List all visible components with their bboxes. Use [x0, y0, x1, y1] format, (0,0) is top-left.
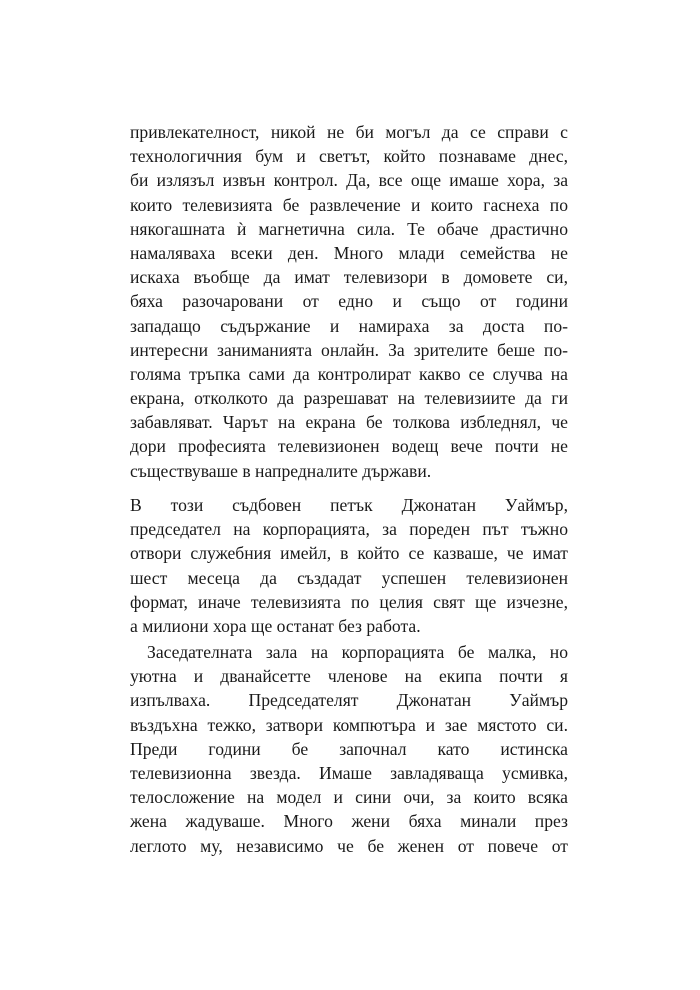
- text-line: Преди години бе започнал като истинска: [130, 738, 568, 759]
- text-line: съществуваше в напредналите държави.: [130, 460, 432, 481]
- paragraph-2: [130, 493, 568, 638]
- text-line: бяха разочаровани от едно и също от години: [130, 291, 568, 312]
- text-line: уютна и дванайсетте членове на екипа почти я: [130, 666, 568, 687]
- text-line: някогашната ѝ магнетична сила. Те обаче драстично: [130, 218, 568, 239]
- text-line: искаха въобще да имат телевизори в домовете си,: [130, 267, 568, 288]
- text-line: голяма тръпка сами да контролират какво се случва на: [130, 363, 568, 384]
- text-line: екрана, отколкото да разрешават на телевизиите да ги: [130, 388, 568, 409]
- text-line: председател на корпорацията, за пореден път тъжно: [130, 519, 568, 540]
- text-line: дори професията телевизионен водещ вече почти не: [130, 436, 568, 457]
- text-line: интересни заниманията онлайн. За зрителите беше по-: [130, 339, 568, 360]
- paragraph-1: [130, 120, 568, 483]
- text-line: шест месеца да създадат успешен телевизионен: [130, 567, 568, 588]
- text-line: привлекателност, никой не би могъл да се справи с: [130, 122, 568, 142]
- text-line: забавляват. Чарът на екрана бе толкова избледнял, че: [130, 412, 568, 433]
- text-line: намаляваха всеки ден. Много млади семейства не: [130, 242, 568, 263]
- text-line: би излязъл извън контрол. Да, все още имаше хора, за: [130, 170, 568, 191]
- text-line: В този съдбовен петък Джонатан Уаймър,: [130, 495, 568, 515]
- paragraph-3: [130, 640, 568, 858]
- text-line: а милиони хора ще останат без работа.: [130, 615, 421, 636]
- text-line: отвори служебния имейл, в който се казваше, че имат: [130, 543, 568, 564]
- text-line: изпълваха. Председателят Джонатан Уаймър: [130, 690, 568, 711]
- text-line: Заседателната зала на корпорацията бе малка, но: [147, 642, 568, 662]
- text-line: западащо съдържание и намираха за доста по-: [130, 315, 568, 336]
- text-line: телевизионна звезда. Имаше завладяваща усмивка,: [130, 762, 568, 783]
- text-line: технологичния бум и светът, който познаваме днес,: [130, 146, 568, 167]
- text-line: формат, иначе телевизията по целия свят ще изчезне,: [130, 591, 568, 612]
- text-line: жена жадуваше. Много жени бяха минали през: [130, 811, 568, 832]
- text-line: въздъхна тежко, затвори компютъра и зае мястото си.: [130, 714, 568, 735]
- text-line: телосложение на модел и сини очи, за които всяка: [130, 787, 568, 808]
- text-line: които телевизията бе развлечение и които гаснеха по: [130, 194, 568, 215]
- text-line: леглото му, независимо че бе женен от повече от: [130, 835, 568, 856]
